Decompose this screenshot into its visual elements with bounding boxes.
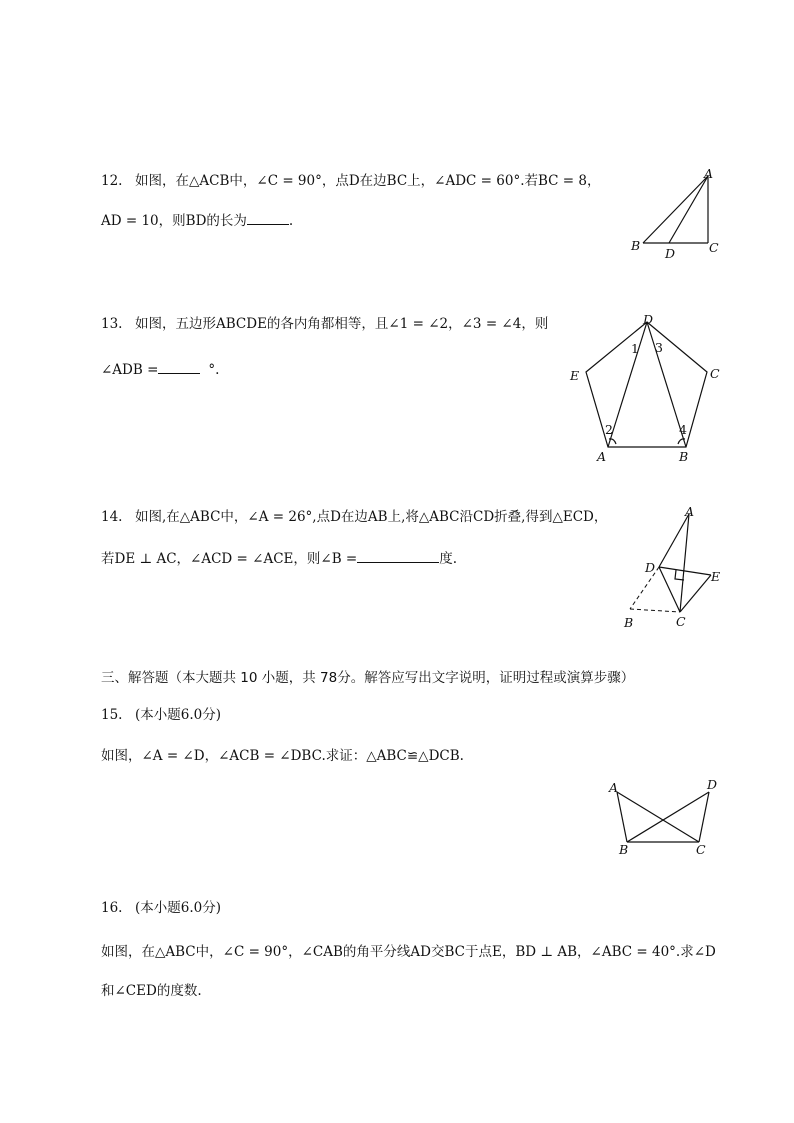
q13-angle-3: 3 xyxy=(655,340,663,355)
section-3-title: 三、解答题（本大题共 10 小题，共 78分。解答应写出文字说明，证明过程或演算步骤） xyxy=(101,670,635,686)
q13-label-c: C xyxy=(710,366,720,381)
q13-label-a: A xyxy=(597,449,607,464)
q14-text-line2: 若DE ⊥ AC，∠ACD = ∠ACE，则∠B = xyxy=(101,551,358,567)
q12-number: 12. xyxy=(101,173,123,189)
q15-label-d: D xyxy=(707,777,718,792)
q15-figure xyxy=(605,776,725,858)
q14-answer-blank[interactable] xyxy=(357,548,439,563)
q13-label-d: D xyxy=(643,312,654,327)
q13-text-line2: ∠ADB = xyxy=(101,362,159,378)
q13-label-e: E xyxy=(570,368,580,383)
q14-text-line1: 如图,在△ABC中，∠A = 26°,点D在边AB上,将△ABC沿CD折叠,得到△ECD， xyxy=(135,509,608,525)
q14-degree-suffix: 度. xyxy=(439,551,458,567)
q12-text-line2: AD = 10，则BD的长为 xyxy=(101,213,247,229)
q16-text-line1: 如图，在△ABC中，∠C = 90°，∠CAB的角平分线AD交BC于点E，BD ⊥ AB，∠ABC = 40°.求∠D xyxy=(101,944,716,960)
q13-degree-suffix: °. xyxy=(208,362,220,378)
q13-answer-blank[interactable] xyxy=(158,359,200,374)
q13-angle-2: 2 xyxy=(605,422,613,437)
q16-text-line2: 和∠CED的度数. xyxy=(101,983,202,999)
q15-number: 15. xyxy=(101,707,123,723)
q13-number: 13. xyxy=(101,316,123,332)
q14-line1 xyxy=(101,507,607,527)
q14-figure xyxy=(615,502,730,632)
q13-label-b: B xyxy=(679,449,689,464)
q14-label-a: A xyxy=(685,504,695,519)
q13-text-line1: 如图，五边形ABCDE的各内角都相等，且∠1 = ∠2，∠3 = ∠4，则 xyxy=(135,316,549,332)
q13-line2 xyxy=(101,359,219,380)
q12-label-a: A xyxy=(704,166,714,181)
q14-line2 xyxy=(101,548,457,569)
q12-label-b: B xyxy=(631,238,641,253)
q12-label-d: D xyxy=(665,246,676,261)
q14-label-d: D xyxy=(645,560,656,575)
q16-number: 16. xyxy=(101,900,123,916)
q12-line1 xyxy=(101,171,600,191)
q16-score: (本小题6.0分) xyxy=(135,900,222,916)
q13-angle-4: 4 xyxy=(679,422,687,437)
q12-answer-blank[interactable] xyxy=(247,210,289,225)
q15-label-b: B xyxy=(619,842,629,857)
q13-figure xyxy=(565,312,725,467)
q12-period: . xyxy=(288,213,294,229)
q12-line2 xyxy=(101,210,293,231)
q15-score: (本小题6.0分) xyxy=(135,707,222,723)
q15-text: 如图，∠A = ∠D，∠ACB = ∠DBC.求证：△ABC≌△DCB. xyxy=(101,748,464,764)
q13-line1 xyxy=(101,314,548,334)
q15-label-c: C xyxy=(696,842,706,857)
q12-text-line1: 如图，在△ACB中，∠C = 90°，点D在边BC上，∠ADC = 60°.若BC = 8， xyxy=(135,173,601,189)
q15-header xyxy=(101,705,221,725)
q14-label-c: C xyxy=(676,614,686,629)
q12-figure xyxy=(625,168,735,263)
q16-header xyxy=(101,898,221,918)
q14-label-e: E xyxy=(711,569,721,584)
q15-label-a: A xyxy=(609,780,619,795)
q13-angle-1: 1 xyxy=(631,341,639,356)
q14-number: 14. xyxy=(101,509,123,525)
q14-label-b: B xyxy=(624,615,634,630)
q12-label-c: C xyxy=(709,240,719,255)
